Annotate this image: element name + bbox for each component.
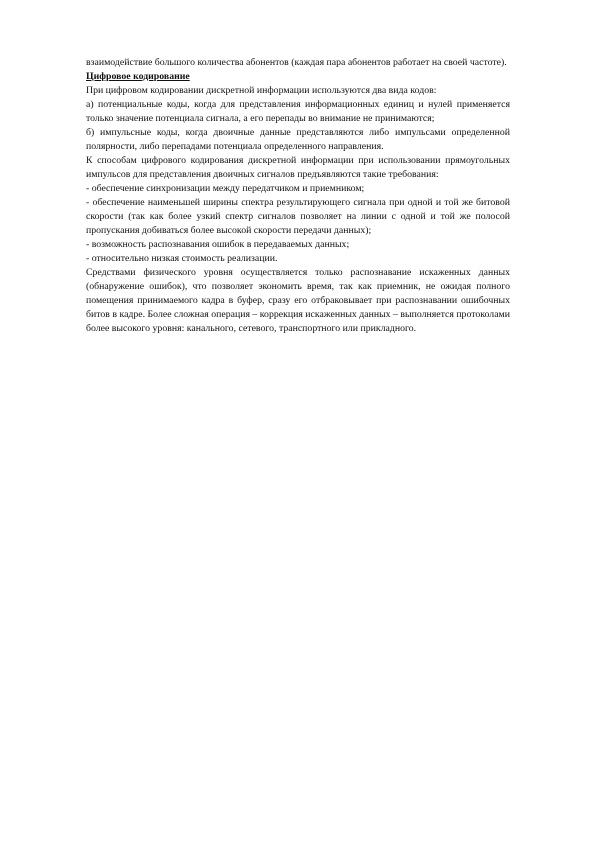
paragraph-requirements: К способам цифрового кодирования дискретной информации при использовании прямоугольных импульсов для представления двоичных сигналов предъявляются такие требования:: [86, 155, 510, 180]
list-item-sync: - обеспечение синхронизации между передатчиком и приемником;: [86, 183, 365, 194]
section-heading: Цифровое кодирование: [86, 71, 190, 82]
list-item-errors: - возможность распознавания ошибок в передаваемых данных;: [86, 239, 350, 250]
paragraph-continuation: взаимодействие большого количества абонентов (каждая пара абонентов работает на своей частоте).: [86, 57, 507, 68]
paragraph-physical-layer: Средствами физического уровня осуществляется только распознавание искаженных данных (обнаружение ошибок), что позволяет экономить время, так как приемник, не ожидая полного помещения принимаемого кадра в буфер, сразу его отбраковывает при распознавании ошибочных битов в кадре. Более сложная операция – коррекция искаженных данных – выполняется протоколами более высокого уровня: канального, сетевого, транспортного или прикладного.: [86, 267, 510, 334]
paragraph-impulse-codes: б) импульсные коды, когда двоичные данные представляются либо импульсами определенной полярности, либо перепадами потенциала определенного направления.: [86, 127, 510, 152]
list-item-spectrum: - обеспечение наименьшей ширины спектра результирующего сигнала при одной и той же битовой скорости (так как более узкий спектр сигналов позволяет на линии с одной и той же полосой пропускания добиваться более высокой скорости передачи данных);: [86, 197, 510, 236]
paragraph-potential-codes: а) потенциальные коды, когда для представления информационных единиц и нулей применяется только значение потенциала сигнала, а его перепады во внимание не принимаются;: [86, 99, 510, 124]
list-item-cost: - относительно низкая стоимость реализации.: [86, 253, 278, 264]
document-page: [86, 56, 510, 336]
paragraph-intro: При цифровом кодировании дискретной информации используются два вида кодов:: [86, 85, 437, 96]
